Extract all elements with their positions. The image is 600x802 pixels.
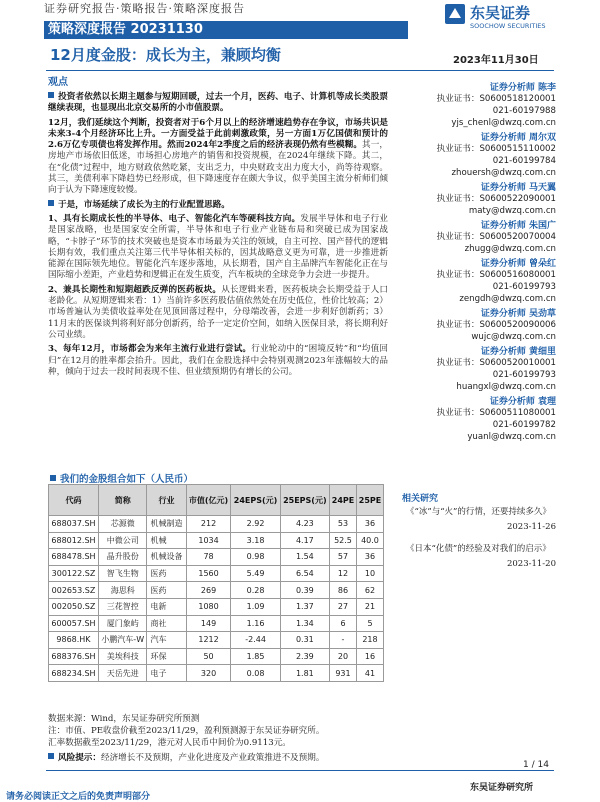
table-cell: 汽车 [147, 632, 186, 649]
related-research-list [406, 506, 556, 580]
email-link[interactable]: maty@dwzq.com.cn [468, 206, 556, 216]
analyst-card: 证券分析师 马天翼 执业证书：S0600522090001 maty@dwzq.com.cn [398, 180, 556, 217]
table-cell: 36 [356, 549, 383, 566]
bullet-square-icon [50, 475, 56, 481]
table-cell: 1080 [186, 598, 231, 615]
table-title: 我们的金股组合如下（人民币） [50, 471, 193, 485]
page-number: 1 / 14 [523, 760, 549, 770]
related-item-date: 2023-11-26 [506, 521, 556, 532]
analyst-card: 证券分析师 陈李 执业证书：S0600518120001 021-60197988 yjs_chenl@dwzq.com.cn [398, 80, 556, 129]
table-cell: 1.54 [280, 549, 329, 566]
table-cell: 医药 [147, 582, 186, 599]
bullet-square-icon [48, 753, 54, 759]
report-band: 策略深度报告 20231130 [44, 21, 408, 39]
table-cell: 1.16 [231, 615, 280, 632]
table-cell: 1.81 [280, 665, 329, 682]
bullet-square-icon [48, 200, 54, 206]
column-header: 25EPS(元) [280, 485, 329, 516]
table-cell: 1212 [186, 632, 231, 649]
footer-company: 东吴证券研究所 [470, 783, 534, 793]
table-cell: 5 [356, 615, 383, 632]
column-header: 市值(亿元) [186, 485, 231, 516]
table-cell: 芯源微 [98, 516, 147, 533]
email-link[interactable]: huangxl@dwzq.com.cn [456, 382, 556, 392]
table-cell: 300122.SZ [49, 565, 99, 582]
table-cell: 53 [330, 516, 357, 533]
column-header: 代码 [49, 485, 99, 516]
table-cell: 931 [330, 665, 357, 682]
table-cell: 智飞生物 [98, 565, 147, 582]
related-item-link[interactable]: 《日本“化债”的经验及对我们的启示》 [406, 544, 551, 554]
table-cell: 002050.SZ [49, 598, 99, 615]
note-1: 注：市值、PE收盘价截至2023/11/29，盈利预测源于东吴证券研究所。 [48, 726, 325, 736]
table-cell: 中微公司 [98, 532, 147, 549]
table-cell: 晶升股份 [98, 549, 147, 566]
table-notes [48, 713, 388, 749]
table-cell: 厦门象屿 [98, 615, 147, 632]
table-cell: 1560 [186, 565, 231, 582]
table-cell: 环保 [147, 648, 186, 665]
table-cell: 36 [356, 516, 383, 533]
main-body [48, 92, 388, 381]
table-cell: 12 [330, 565, 357, 582]
table-cell: 6.54 [280, 565, 329, 582]
paragraph-3: 于是，市场延续了成长为主的行业配置思路。 [48, 200, 388, 211]
source-note: 数据来源：Wind，东吴证券研究所预测 [48, 714, 200, 724]
table-cell: 三花智控 [98, 598, 147, 615]
table-cell: 海思科 [98, 582, 147, 599]
table-cell: 62 [356, 582, 383, 599]
table-cell: 机械 [147, 532, 186, 549]
column-header: 25PE [356, 485, 383, 516]
email-link[interactable]: yjs_chenl@dwzq.com.cn [451, 118, 556, 128]
table-cell: 40.0 [356, 532, 383, 549]
note-2: 汇率数据截至2023/11/29，港元对人民币中间价为0.9113元。 [48, 738, 291, 748]
table-row [49, 598, 384, 615]
paragraph-5: 2、兼具长期性和短期超跌反弹的医药板块。从长逻辑来看，医药板块会长期受益于人口老龄化。从短期逻辑来看：1）当前许多医药股估值依然处在历史低位，性价比较高；2）市场普遍认为美债收益率处在见顶回落过程中，分母端改善，会进一步利好创新药；3）11月末的医保谈判将利好部分创新药，给予一定定价空间，如纳入医保目录，将长期利好公司业绩。 [48, 284, 388, 340]
table-cell: 269 [186, 582, 231, 599]
table-row [49, 632, 384, 649]
table-cell: 688012.SH [49, 532, 99, 549]
table-cell: 27 [330, 598, 357, 615]
table-cell: 电新 [147, 598, 186, 615]
table-cell: - [330, 632, 357, 649]
table-row [49, 565, 384, 582]
table-row [49, 532, 384, 549]
table-cell: 2.92 [231, 516, 280, 533]
table-cell: 2.39 [280, 648, 329, 665]
breadcrumb: 证券研究报告·策略报告·策略深度报告 [44, 2, 245, 15]
table-cell: 机械设备 [147, 549, 186, 566]
golden-stock-table [48, 484, 384, 682]
table-row [49, 615, 384, 632]
table-cell: -2.44 [231, 632, 280, 649]
table-cell: 320 [186, 665, 231, 682]
table-cell: 212 [186, 516, 231, 533]
email-link[interactable]: zengdh@dwzq.com.cn [459, 294, 556, 304]
table-cell: 1.85 [231, 648, 280, 665]
table-row [49, 648, 384, 665]
analyst-card: 证券分析师 曾朵红 执业证书：S0600516080001 021-60199793 zengdh@dwzq.com.cn [398, 256, 556, 305]
header-divider [46, 70, 554, 71]
table-cell: 0.31 [280, 632, 329, 649]
table-cell: 688478.SH [49, 549, 99, 566]
table-cell: 16 [356, 648, 383, 665]
table-cell: 商社 [147, 615, 186, 632]
table-cell: 4.23 [280, 516, 329, 533]
table-cell: 0.28 [231, 582, 280, 599]
table-row [49, 549, 384, 566]
table-cell: 57 [330, 549, 357, 566]
table-cell: 10 [356, 565, 383, 582]
table-row [49, 516, 384, 533]
table-cell: 21 [356, 598, 383, 615]
footer-divider [46, 770, 554, 771]
related-research-title: 相关研究 [402, 494, 439, 504]
table-cell: 9868.HK [49, 632, 99, 649]
table-cell: 天岳先进 [98, 665, 147, 682]
paragraph-1: 投资者依然以长期主题参与短期回暖，过去一个月，医药、电子、计算机等成长类股票继续表现，也显现出北京交易所的小市值股票。 [48, 92, 388, 114]
logo-en-text: SOOCHOW SECURITIES [470, 22, 546, 30]
table-cell: 1.34 [280, 615, 329, 632]
table-cell: 美埃科技 [98, 648, 147, 665]
analyst-card: 证券分析师 袁理 执业证书：S0600511080001 021-60199782 yuanl@dwzq.com.cn [398, 394, 556, 443]
table-header-row [49, 485, 384, 516]
table-cell: 5.49 [231, 565, 280, 582]
table-cell: 机械制造 [147, 516, 186, 533]
column-header: 行业 [147, 485, 186, 516]
table-cell: 1.09 [231, 598, 280, 615]
table-cell: 4.17 [280, 532, 329, 549]
email-link[interactable]: wujc@dwzq.com.cn [471, 332, 556, 342]
footer-disclaimer: 请务必阅读正文之后的免责声明部分 [6, 792, 151, 802]
analyst-card: 证券分析师 朱国广 执业证书：S0600520070004 zhugg@dwzq.com.cn [398, 218, 556, 255]
paragraph-2: 12月，我们延续这个判断，投资者对于6个月以上的经济增速趋势存在争议，市场共识是未来3-4个月经济环比上升。一方面受益于此前刺激政策，另一方面1万亿国债和预计的2.6万亿专项债也将发挥作用。然而2024年2季度之后的经济表现仍然有些模糊。其一，房地产市场依旧低迷，市场担心房地产的销售和投资规模，在2024年继续下降。其二，在“化债”过程中，地方财政依然吃紧，支出乏力，中央财政支出力度大小，尚等待观察。其三，美债利率下降趋势已经形成，但下降速度存在颇大争议，似乎美国主流分析师们倾向于认为下降速度较慢。 [48, 117, 388, 196]
table-cell: 688037.SH [49, 516, 99, 533]
related-item-date: 2023-11-20 [506, 558, 556, 569]
analyst-card: 证券分析师 吴劲草 执业证书：S0600520090006 wujc@dwzq.com.cn [398, 306, 556, 343]
table-cell: 86 [330, 582, 357, 599]
paragraph-4: 1、具有长期成长性的半导体、电子、智能化汽车等硬科技方向。发展半导体和电子行业是国家战略，也是国家安全所需，半导体和电子行业产业链布局和突破已成为国家战略，“卡脖子”环节的技术突破也是资本市场最为关注的领域，自主可控、国产替代的逻辑长期有效，我们重点关注第三代半导体相关标的，因其战略意义更为可靠，进一步推进新能源在国际领先地位。智能化汽车逐步落地，从长期看，国产自主品牌汽车智能化正在与国际缩小差距，产业趋势和逻辑正在发生质变，汽车板块的全球竞争力会进一步提升。 [48, 213, 388, 281]
table-cell: 0.08 [231, 665, 280, 682]
table-cell: 002653.SZ [49, 582, 99, 599]
column-header: 24EPS(元) [231, 485, 280, 516]
section-heading: 观点 [48, 77, 68, 88]
table-cell: 电子 [147, 665, 186, 682]
table-row [49, 582, 384, 599]
table-cell: 78 [186, 549, 231, 566]
logo-text: 东吴证券 [470, 4, 531, 22]
table-cell: 1.37 [280, 598, 329, 615]
bullet-square-icon [48, 92, 54, 98]
table-cell: 50 [186, 648, 231, 665]
table-cell: 20 [330, 648, 357, 665]
table-cell: 218 [356, 632, 383, 649]
table-cell: 小鹏汽车-W [98, 632, 147, 649]
table-cell: 52.5 [330, 532, 357, 549]
table-cell: 688376.SH [49, 648, 99, 665]
page-title: 12月度金股：成长为主，兼顾均衡 [50, 46, 281, 64]
email-link[interactable]: yuanl@dwzq.com.cn [467, 432, 556, 442]
analyst-list [398, 80, 556, 444]
table-cell: 医药 [147, 565, 186, 582]
table-cell: 0.98 [231, 549, 280, 566]
analyst-card: 证券分析师 周尔双 执业证书：S0600515110002 021-60199784 zhouersh@dwzq.com.cn [398, 130, 556, 179]
risk-warning: 风险提示：经济增长不及预期，产业化进度及产业政策推进不及预期。 [48, 751, 324, 763]
email-link[interactable]: zhouersh@dwzq.com.cn [451, 168, 556, 178]
table-cell: 1034 [186, 532, 231, 549]
paragraph-6: 3、每年12月，市场都会为来年主流行业进行尝试。行业轮动中的“困境反转”和“均值回归”在12月的胜率都会抬升。因此，我们在金股选择中会特别观测2023年涨幅较大的品种，倾向于过去一段时间表现不佳、但业绩预期仍有增长的公司。 [48, 344, 388, 377]
table-body [49, 516, 384, 682]
column-header: 24PE [330, 485, 357, 516]
report-date: 2023年11月30日 [453, 55, 539, 66]
email-link[interactable]: zhugg@dwzq.com.cn [464, 244, 556, 254]
table-cell: 3.18 [231, 532, 280, 549]
column-header: 简称 [98, 485, 147, 516]
table-cell: 600057.SH [49, 615, 99, 632]
table-cell: 0.39 [280, 582, 329, 599]
table-cell: 149 [186, 615, 231, 632]
table-row [49, 665, 384, 682]
related-item-link[interactable]: 《“冰”与“火”的行情，还要持续多久》 [406, 507, 551, 517]
table-cell: 688234.SH [49, 665, 99, 682]
analyst-card: 证券分析师 黄细里 执业证书：S0600520010001 021-60199793 huangxl@dwzq.com.cn [398, 344, 556, 393]
table-cell: 41 [356, 665, 383, 682]
table-cell: 6 [330, 615, 357, 632]
